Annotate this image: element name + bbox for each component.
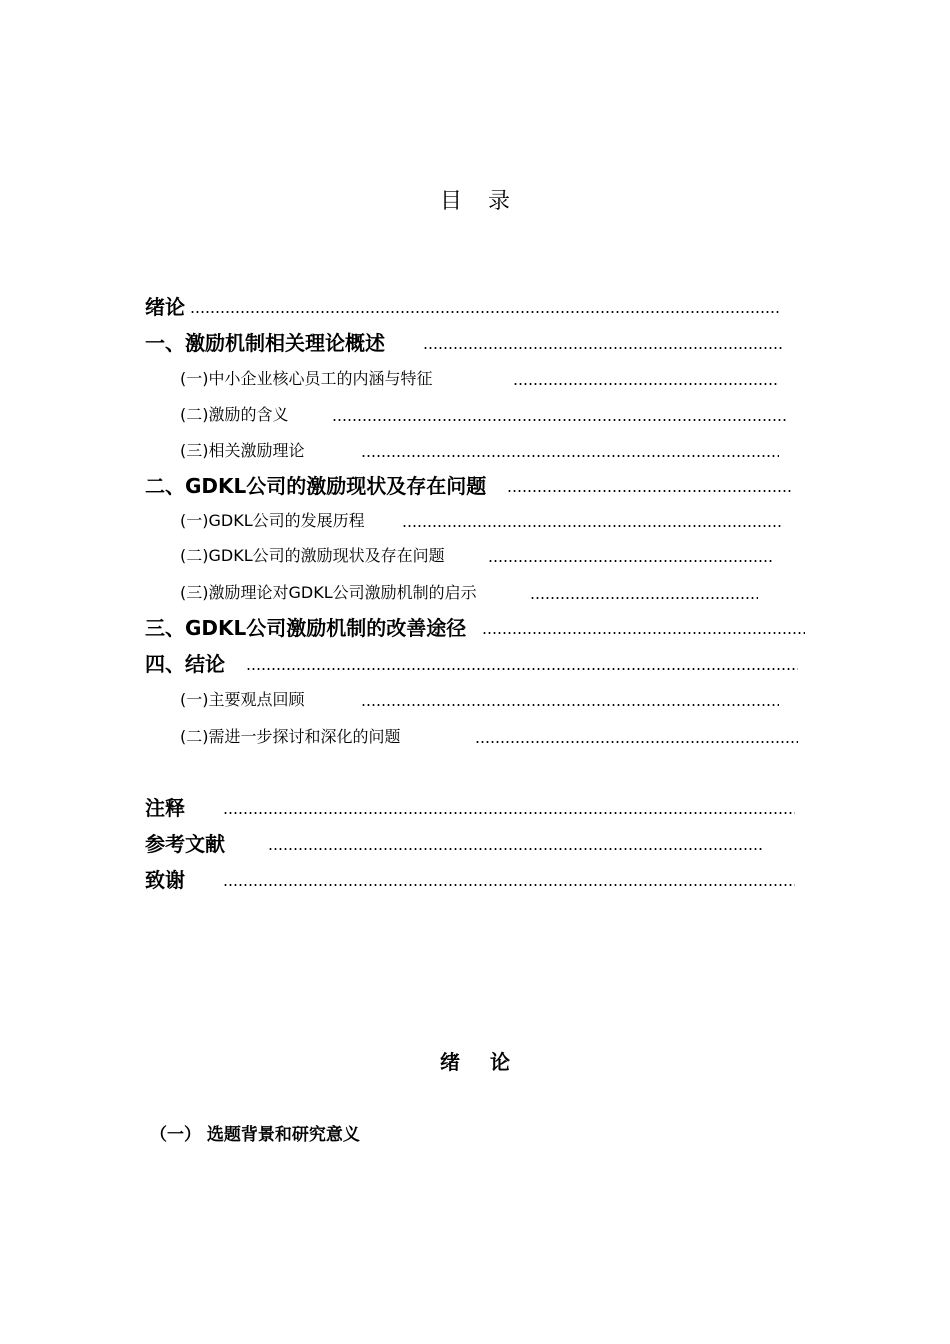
toc-leader-dots (190, 311, 780, 313)
toc-entry[interactable] (0, 649, 950, 679)
toc-entry[interactable] (0, 292, 950, 322)
toc-entry-label: 绪论 (145, 295, 185, 319)
toc-entry[interactable] (0, 578, 950, 608)
toc-entry[interactable] (0, 722, 950, 752)
toc-leader-dots (268, 848, 763, 850)
toc-leader-dots (423, 347, 784, 349)
toc-entry[interactable] (0, 328, 950, 358)
toc-entry[interactable] (0, 400, 950, 430)
toc-entry-label: 二、GDKL公司的激励现状及存在问题 (145, 474, 487, 498)
toc-entry-label: 一、激励机制相关理论概述 (145, 331, 385, 355)
toc-leader-dots (223, 812, 795, 814)
toc-entry-label: 注释 (145, 796, 185, 820)
toc-entry[interactable] (0, 364, 950, 394)
toc-entry-label: (二)激励的含义 (180, 405, 289, 424)
section-title: （一） 选题背景和研究意义 (150, 1125, 360, 1145)
toc-entry-label: 参考文献 (145, 832, 225, 856)
introduction-heading: 绪论 (440, 1050, 540, 1074)
toc-entry[interactable] (0, 793, 950, 823)
toc-leader-dots (223, 884, 795, 886)
toc-entry[interactable] (0, 506, 950, 536)
toc-leader-dots (361, 455, 779, 457)
toc-entry-label: 三、GDKL公司激励机制的改善途径 (145, 616, 467, 640)
toc-leader-dots (482, 632, 805, 634)
toc-entry[interactable] (0, 865, 950, 895)
toc-entry-label: (三)激励理论对GDKL公司激励机制的启示 (180, 583, 477, 602)
toc-entry[interactable] (0, 541, 950, 571)
toc-entry[interactable] (0, 613, 950, 643)
toc-entry[interactable] (0, 436, 950, 466)
toc-leader-dots (530, 597, 758, 599)
toc-entry-label: (二)GDKL公司的激励现状及存在问题 (180, 546, 445, 565)
toc-entry-label: (二)需进一步探讨和深化的问题 (180, 727, 401, 746)
toc-entry-label: (一)中小企业核心员工的内涵与特征 (180, 369, 433, 388)
toc-entry[interactable] (0, 685, 950, 715)
toc-entry[interactable] (0, 829, 950, 859)
toc-title: 目录 (439, 189, 536, 214)
toc-leader-dots (507, 490, 791, 492)
toc-entry-label: 四、结论 (145, 652, 225, 676)
toc-leader-dots (246, 668, 798, 670)
toc-leader-dots (488, 560, 773, 562)
toc-leader-dots (332, 419, 788, 421)
toc-entry-label: (一)主要观点回顾 (180, 690, 305, 709)
toc-leader-dots (475, 741, 798, 743)
toc-leader-dots (361, 704, 779, 706)
toc-entry-label: (三)相关激励理论 (180, 441, 305, 460)
toc-leader-dots (513, 383, 779, 385)
toc-entry-label: (一)GDKL公司的发展历程 (180, 511, 365, 530)
toc-leader-dots (402, 525, 783, 527)
toc-entry-label: 致谢 (145, 868, 185, 892)
toc-entry[interactable] (0, 471, 950, 501)
